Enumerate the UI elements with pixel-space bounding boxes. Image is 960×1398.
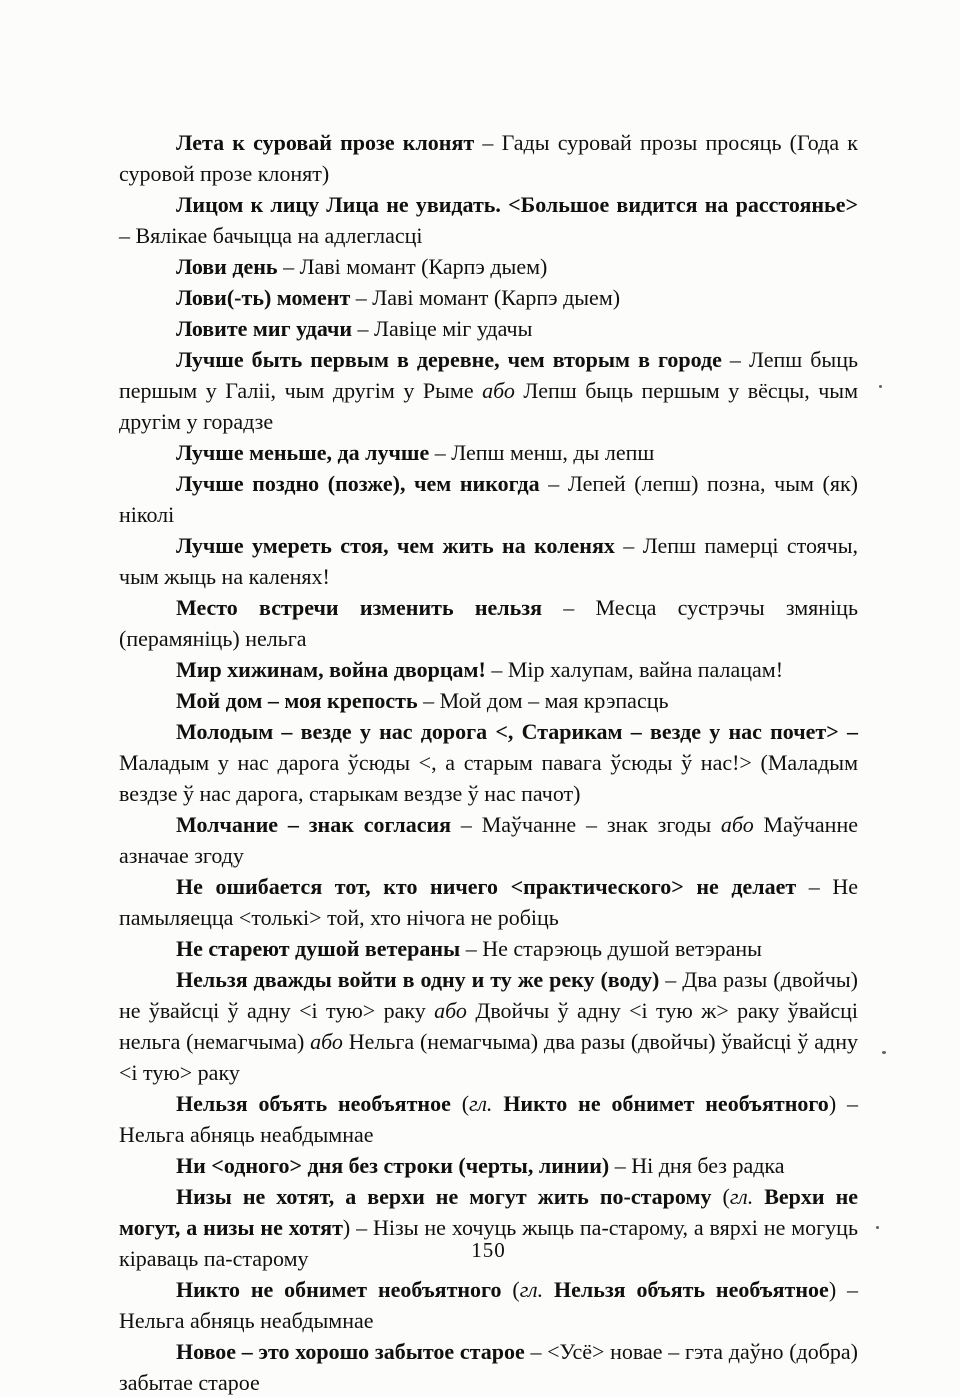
scan-speck	[882, 1051, 886, 1054]
proverb-entry	[119, 189, 858, 251]
proverb-headword: Нельзя дважды войти в одну и ту же реку (воду)	[176, 967, 660, 992]
proverb-headword: Никто не обнимет необъятного	[176, 1277, 502, 1302]
proverb-entry	[119, 871, 858, 933]
translation-text: – Мір халупам, вайна палацам!	[485, 657, 784, 682]
scan-speck	[876, 1226, 879, 1229]
translation-text: – Лавіце міг удачы	[352, 316, 533, 341]
proverb-headword: Нельзя объять необъятное	[176, 1091, 451, 1116]
proverb-entry	[119, 344, 858, 437]
translation-text: – Маўчанне – знак згоды	[451, 812, 721, 837]
proverb-headword: Лучше меньше, да лучше	[176, 440, 430, 465]
translation-text: – Два разы (двойчы) не ўвайсці ў адну <і тую> раку	[119, 967, 859, 1023]
proverb-entry	[119, 1150, 858, 1181]
italic-label: або	[482, 378, 515, 403]
proverb-entry	[119, 809, 858, 871]
proverb-headword: Лучше быть первым в деревне, чем вторым в городе	[176, 347, 722, 372]
proverb-entry	[119, 592, 858, 654]
proverb-headword: Лета к суровай прозе клонят	[176, 130, 475, 155]
translation-text: – Месца сустрэчы змяніць (перамяніць) нельга	[119, 595, 858, 651]
proverb-entry	[119, 313, 858, 344]
proverb-entry	[119, 1088, 858, 1150]
translation-text: (	[450, 1091, 470, 1116]
translation-text	[753, 1184, 764, 1209]
italic-label: або	[310, 1029, 343, 1054]
translation-text: – Мой дом – мая крэпасць	[417, 688, 669, 713]
translation-text: ) – Нельга абняць неабдымнае	[119, 1091, 859, 1147]
proverb-entry	[119, 530, 858, 592]
proverb-entry	[119, 933, 858, 964]
scan-speck	[879, 385, 882, 388]
translation-text: – Лаві момант (Карпэ дыем)	[277, 254, 548, 279]
translation-text: – Гады суровай прозы просяць (Года к суровой прозе клонят)	[119, 130, 858, 186]
proverb-entry	[119, 437, 858, 468]
translation-text: – Лепш менш, ды лепш	[429, 440, 655, 465]
translation-text	[543, 1277, 554, 1302]
proverb-headword: Нельзя объять необъятное	[553, 1277, 829, 1302]
proverb-entry	[119, 251, 858, 282]
proverb-headword: Мой дом – моя крепость	[176, 688, 418, 713]
proverb-entry	[119, 685, 858, 716]
proverb-entry	[119, 282, 858, 313]
proverb-headword: Не стареют душой ветераны	[176, 936, 461, 961]
proverb-entry	[119, 127, 858, 189]
proverb-headword: Лицом к лицу Лица не увидать. <Большое видится на расстоянье>	[176, 192, 858, 217]
proverb-entry	[119, 716, 858, 809]
proverb-headword: Лучше умереть стоя, чем жить на коленях	[176, 533, 615, 558]
translation-text: Нельга (немагчыма) два разы (двойчы) ўвайсці ў адну <і тую> раку	[119, 1029, 858, 1085]
proverb-headword: Лови день	[176, 254, 278, 279]
translation-text: Маўчанне азначае згоду	[119, 812, 858, 868]
italic-label: гл.	[519, 1277, 544, 1302]
proverb-headword: Верхи не могут, а низы не хотят	[119, 1184, 859, 1240]
translation-text: – Лаві момант (Карпэ дыем)	[350, 285, 621, 310]
translation-text: – Лепей (лепш) позна, чым (як) ніколі	[119, 471, 858, 527]
translation-text: – Лепш памерці стоячы, чым жыць на каленях!	[119, 533, 858, 589]
proverb-entry	[119, 1336, 858, 1398]
proverb-headword: Лучше поздно (позже), чем никогда	[176, 471, 540, 496]
italic-label: гл.	[729, 1184, 754, 1209]
translation-text: ) – Нельга абняць неабдымнае	[119, 1277, 859, 1333]
translation-text: – Не старэюць душой ветэраны	[460, 936, 762, 961]
proverb-entry	[119, 654, 858, 685]
proverb-headword: Мир хижинам, война дворцам!	[176, 657, 486, 682]
proverb-headword: Ловите миг удачи	[176, 316, 353, 341]
proverb-headword: Ни <одного> дня без строки (черты, линии)	[176, 1153, 610, 1178]
translation-text: – Не памыляецца <толькі> той, хто нічога не робіць	[119, 874, 859, 930]
proverb-headword: Не ошибается тот, кто ничего <практического> не делает	[176, 874, 797, 899]
translation-text: – <Усё> новае – гэта даўно (добра) забытае старое	[119, 1339, 859, 1395]
italic-label: або	[720, 812, 754, 837]
proverb-entries-container	[119, 127, 858, 1398]
translation-text: Лепш быць першым у вёсцы, чым другім у горадзе	[119, 378, 859, 434]
proverb-entry	[119, 468, 858, 530]
proverb-headword: Новое – это хорошо забытое старое	[176, 1339, 525, 1364]
translation-text: Маладым у нас дарога ўсюды <, а старым павага ўсюды ў нас!> (Маладым вездзе ў нас дарога, старыкам вездзе ў нас пачот)	[119, 750, 858, 806]
proverb-headword: Молодым – везде у нас дорога <, Старикам – везде у нас почет> –	[176, 719, 858, 744]
translation-text	[492, 1091, 503, 1116]
proverb-headword: Низы не хотят, а верхи не могут жить по-старому	[176, 1184, 712, 1209]
translation-text: Двойчы ў адну <і тую ж> раку ўвайсці нельга (немагчыма)	[119, 998, 858, 1054]
italic-label: гл.	[469, 1091, 493, 1116]
page-number: 150	[471, 1238, 506, 1262]
translation-text: – Ні дня без радка	[609, 1153, 785, 1178]
translation-text: ) – Нізы не хочуць жыць па-старому, а вярхі не могуць кіраваць па-старому	[119, 1215, 858, 1271]
proverb-headword: Молчание – знак согласия	[176, 812, 452, 837]
translation-text: (	[711, 1184, 730, 1209]
italic-label: або	[434, 998, 467, 1023]
translation-text: (	[501, 1277, 520, 1302]
proverb-entry	[119, 1274, 858, 1336]
proverb-headword: Место встречи изменить нельзя	[176, 595, 542, 620]
translation-text: – Вялікае бачыцца на адлегласці	[119, 223, 423, 248]
proverb-headword: Лови(-ть) момент	[176, 285, 351, 310]
translation-text: – Лепш быць першым у Галіі, чым другім у Рыме	[119, 347, 858, 403]
proverb-headword: Никто не обнимет необъятного	[503, 1091, 829, 1116]
proverb-entry	[119, 964, 858, 1088]
